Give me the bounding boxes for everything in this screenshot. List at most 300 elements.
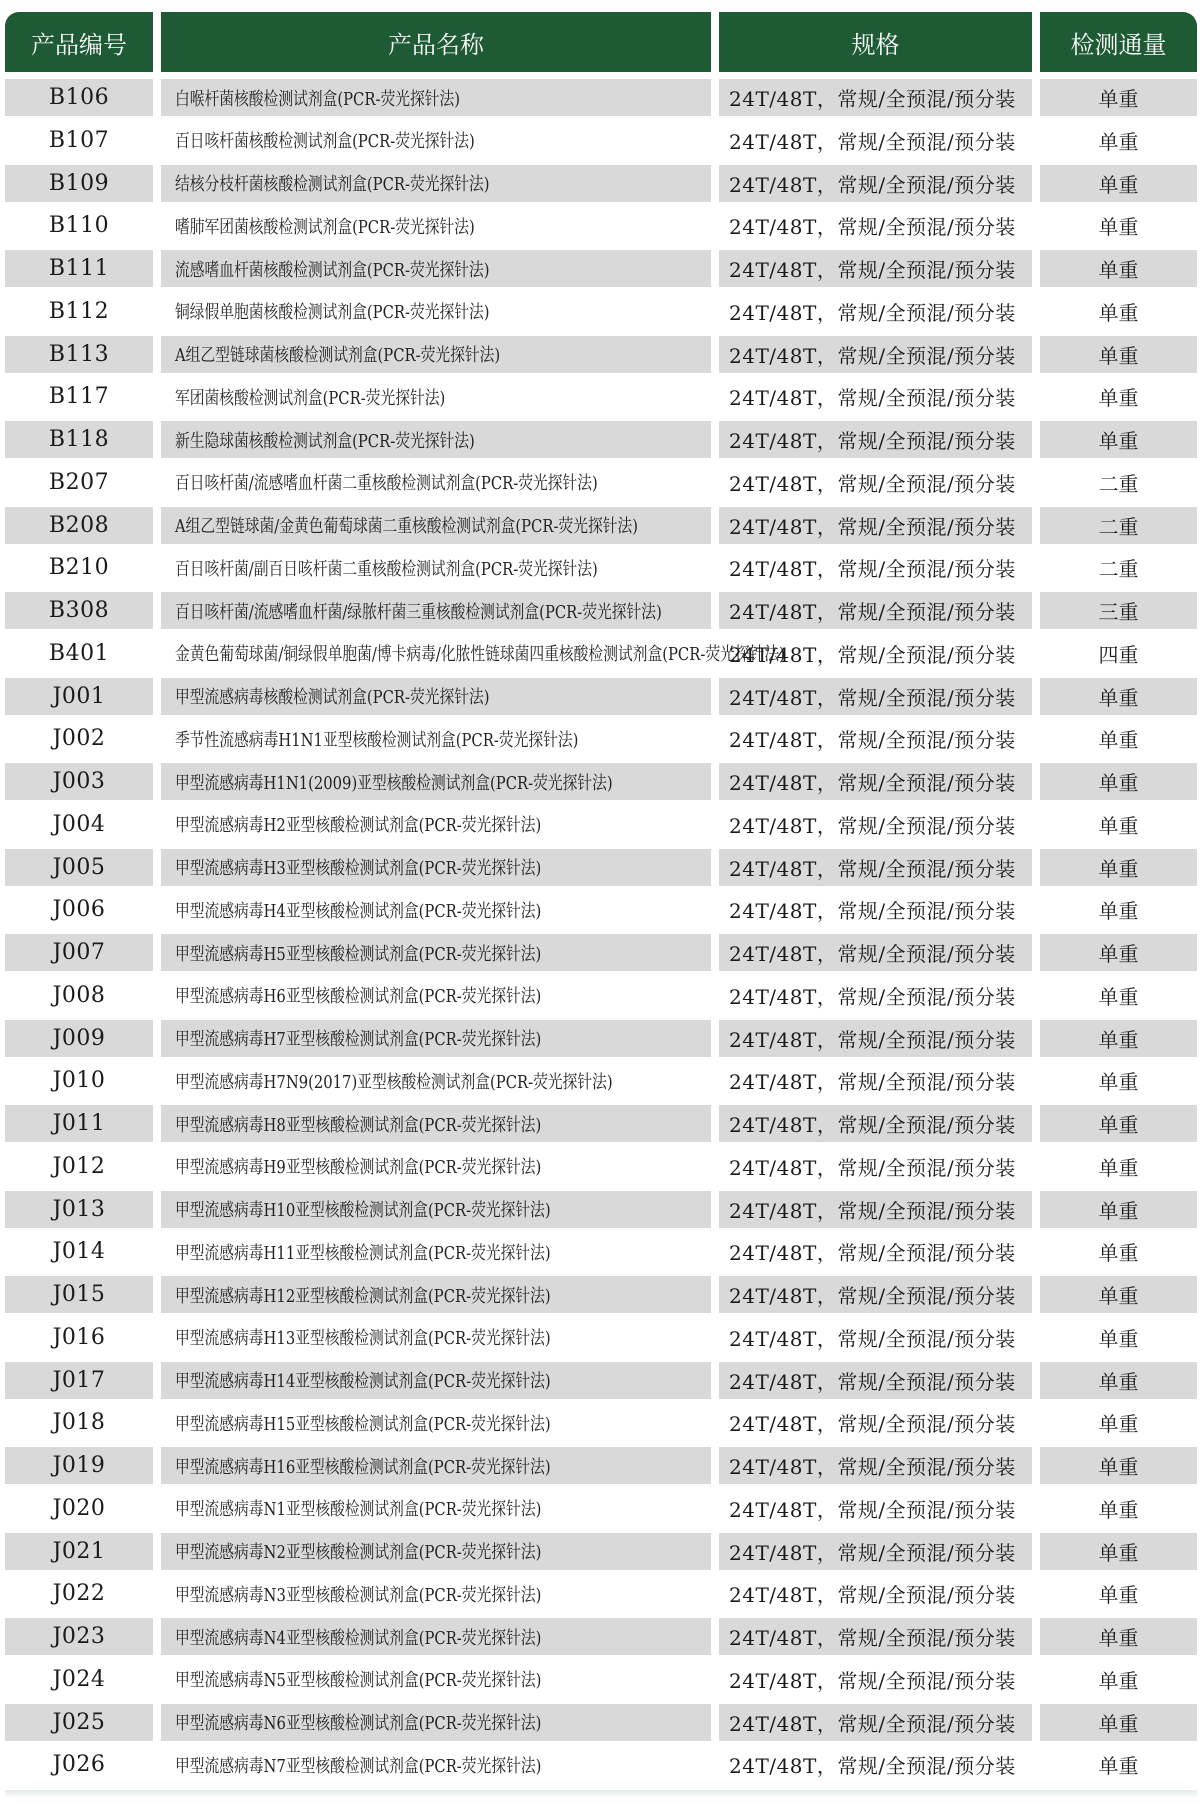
- product-code-cell-text: J006: [52, 897, 106, 923]
- table-row: [5, 1191, 1197, 1228]
- detection-channels-cell: [1040, 165, 1197, 202]
- specification-cell-text: 24T/48T，常规/全预混/预分装: [729, 1583, 1016, 1608]
- product-code-cell: [5, 207, 153, 244]
- table-row: [5, 1020, 1197, 1057]
- detection-channels-cell-text: 单重: [1098, 300, 1139, 325]
- product-name-cell: [161, 464, 711, 501]
- product-name-cell-text: 结核分枝杆菌核酸检测试剂盒(PCR-荧光探针法): [175, 174, 490, 195]
- product-name-cell: [161, 1362, 711, 1399]
- product-code-cell: [5, 720, 153, 757]
- product-code-cell: [5, 763, 153, 800]
- specification-cell: [719, 1661, 1032, 1698]
- specification-cell: [719, 1618, 1032, 1655]
- specification-cell-text: 24T/48T，常规/全预混/预分装: [729, 1113, 1016, 1137]
- specification-cell-text: 24T/48T，常规/全预混/预分装: [729, 386, 1016, 411]
- detection-channels-cell: [1040, 122, 1197, 159]
- detection-channels-cell: [1040, 549, 1197, 586]
- table-row: [5, 507, 1197, 544]
- product-code-cell: [5, 549, 153, 586]
- product-code-cell: [5, 1704, 153, 1741]
- header-specification: 规格: [719, 12, 1032, 72]
- product-code-cell: [5, 293, 153, 330]
- table-row: [5, 250, 1197, 287]
- product-name-cell-text: 军团菌核酸检测试剂盒(PCR-荧光探针法): [175, 387, 446, 409]
- detection-channels-cell-text: 单重: [1098, 685, 1139, 710]
- table-row: [5, 849, 1197, 886]
- product-name-cell: [161, 1062, 711, 1099]
- specification-cell: [719, 378, 1032, 415]
- product-code-cell-text: J012: [52, 1153, 106, 1179]
- product-name-cell: [161, 165, 711, 202]
- specification-cell-text: 24T/48T，常规/全预混/预分装: [729, 899, 1016, 924]
- specification-cell: [719, 1362, 1032, 1399]
- specification-cell-text: 24T/48T，常规/全预混/预分装: [729, 1241, 1016, 1266]
- table-row: [5, 806, 1197, 843]
- detection-channels-cell-text: 二重: [1098, 514, 1139, 539]
- detection-channels-cell-text: 单重: [1098, 813, 1139, 838]
- specification-cell-text: 24T/48T，常规/全预混/预分装: [729, 1284, 1016, 1308]
- specification-cell-text: 24T/48T，常规/全预混/预分装: [729, 728, 1016, 753]
- specification-cell-text: 24T/48T，常规/全预混/预分装: [729, 1497, 1016, 1522]
- detection-channels-cell: [1040, 1575, 1197, 1612]
- detection-channels-cell: [1040, 635, 1197, 672]
- product-name-cell-text: 甲型流感病毒N2亚型核酸检测试剂盒(PCR-荧光探针法): [175, 1542, 542, 1563]
- specification-cell: [719, 549, 1032, 586]
- table-row: [5, 1533, 1197, 1570]
- product-code-cell: [5, 1062, 153, 1099]
- product-name-cell-text: 金黄色葡萄球菌/铜绿假单胞菌/博卡病毒/化脓性链球菌四重核酸检测试剂盒(PCR-荧光探针法): [175, 644, 785, 666]
- product-code-cell: [5, 1020, 153, 1057]
- product-name-cell: [161, 421, 711, 458]
- specification-cell-text: 24T/48T，常规/全预混/预分装: [729, 1027, 1016, 1052]
- detection-channels-cell: [1040, 464, 1197, 501]
- specification-cell: [719, 592, 1032, 629]
- product-name-cell: [161, 122, 711, 159]
- product-table: [5, 12, 1197, 1792]
- detection-channels-cell: [1040, 934, 1197, 971]
- specification-cell: [719, 849, 1032, 886]
- product-code-cell-text: B111: [48, 256, 110, 281]
- product-name-cell: [161, 1404, 711, 1441]
- specification-cell-text: 24T/48T，常规/全预混/预分装: [729, 642, 1016, 667]
- product-code-cell-text: J003: [52, 769, 106, 794]
- detection-channels-cell-text: 单重: [1098, 129, 1139, 154]
- specification-cell: [719, 1148, 1032, 1185]
- product-name-cell-text: 甲型流感病毒H16亚型核酸检测试剂盒(PCR-荧光探针法): [175, 1456, 551, 1478]
- product-code-cell: [5, 1233, 153, 1270]
- table-row: [5, 1062, 1197, 1099]
- specification-cell: [719, 1062, 1032, 1099]
- product-name-cell-text: 百日咳杆菌核酸检测试剂盒(PCR-荧光探针法): [175, 131, 475, 153]
- specification-cell-text: 24T/48T，常规/全预混/预分装: [729, 1326, 1016, 1351]
- product-name-cell-text: 甲型流感病毒H11亚型核酸检测试剂盒(PCR-荧光探针法): [175, 1242, 551, 1264]
- table-row: [5, 165, 1197, 202]
- detection-channels-cell-text: 单重: [1098, 429, 1139, 453]
- product-name-cell-text: 甲型流感病毒H10亚型核酸检测试剂盒(PCR-荧光探针法): [175, 1200, 551, 1221]
- product-name-cell: [161, 293, 711, 330]
- specification-cell: [719, 1020, 1032, 1057]
- product-code-cell-text: J009: [52, 1025, 106, 1051]
- detection-channels-cell-text: 单重: [1098, 258, 1139, 282]
- detection-channels-cell-text: 单重: [1098, 343, 1139, 368]
- product-code-cell: [5, 1533, 153, 1570]
- detection-channels-cell: [1040, 1191, 1197, 1228]
- product-name-cell: [161, 592, 711, 629]
- specification-cell-text: 24T/48T，常规/全预混/预分装: [729, 1369, 1016, 1394]
- product-code-cell: [5, 934, 153, 971]
- header-product-code: 产品编号: [5, 12, 153, 72]
- detection-channels-cell-text: 单重: [1098, 1198, 1139, 1223]
- table-row: [5, 1105, 1197, 1142]
- product-code-cell: [5, 1362, 153, 1399]
- product-code-cell-text: J014: [52, 1239, 106, 1265]
- product-code-cell-text: J001: [52, 683, 106, 709]
- product-name-cell: [161, 79, 711, 116]
- product-code-cell: [5, 891, 153, 928]
- product-name-cell-text: 甲型流感病毒H2亚型核酸检测试剂盒(PCR-荧光探针法): [175, 815, 542, 837]
- table-row: [5, 1746, 1197, 1783]
- specification-cell: [719, 678, 1032, 715]
- table-row: [5, 1575, 1197, 1612]
- detection-channels-cell-text: 单重: [1098, 728, 1139, 753]
- product-name-cell-text: A组乙型链球菌/金黄色葡萄球菌二重核酸检测试剂盒(PCR-荧光探针法): [175, 516, 638, 537]
- detection-channels-cell-text: 单重: [1098, 942, 1139, 966]
- product-code-cell-text: B112: [48, 298, 110, 324]
- detection-channels-cell-text: 单重: [1098, 856, 1139, 881]
- specification-cell: [719, 79, 1032, 116]
- product-code-cell-text: B107: [48, 127, 110, 153]
- product-name-cell: [161, 1490, 711, 1527]
- product-name-cell: [161, 1661, 711, 1698]
- detection-channels-cell: [1040, 79, 1197, 116]
- detection-channels-cell: [1040, 1447, 1197, 1484]
- product-code-cell: [5, 1276, 153, 1313]
- specification-cell-text: 24T/48T，常规/全预混/预分装: [729, 771, 1016, 795]
- product-code-cell: [5, 806, 153, 843]
- product-name-cell: [161, 507, 711, 544]
- specification-cell-text: 24T/48T，常规/全预混/预分装: [729, 685, 1016, 710]
- product-name-cell: [161, 378, 711, 415]
- specification-cell: [719, 1704, 1032, 1741]
- specification-cell: [719, 891, 1032, 928]
- table-row: [5, 421, 1197, 458]
- product-name-cell-text: 白喉杆菌核酸检测试剂盒(PCR-荧光探针法): [175, 88, 461, 110]
- product-code-cell-text: J017: [52, 1367, 106, 1393]
- product-code-cell: [5, 250, 153, 287]
- detection-channels-cell: [1040, 1618, 1197, 1655]
- product-name-cell: [161, 1575, 711, 1612]
- product-code-cell: [5, 678, 153, 715]
- detection-channels-cell-text: 单重: [1098, 215, 1139, 240]
- table-row: [5, 207, 1197, 244]
- specification-cell-text: 24T/48T，常规/全预混/预分装: [729, 514, 1016, 539]
- product-code-cell-text: J022: [52, 1581, 106, 1607]
- table-row: [5, 977, 1197, 1014]
- detection-channels-cell: [1040, 1490, 1197, 1527]
- detection-channels-cell: [1040, 806, 1197, 843]
- specification-cell: [719, 806, 1032, 843]
- product-code-cell-text: B117: [48, 384, 110, 410]
- detection-channels-cell-text: 单重: [1098, 1113, 1139, 1137]
- product-code-cell-text: B207: [48, 469, 110, 495]
- table-bottom-edge: [5, 1790, 1197, 1798]
- product-name-cell-text: 甲型流感病毒H1N1(2009)亚型核酸检测试剂盒(PCR-荧光探针法): [175, 772, 613, 794]
- detection-channels-cell-text: 单重: [1098, 1540, 1139, 1565]
- product-code-cell: [5, 464, 153, 501]
- product-name-cell: [161, 549, 711, 586]
- specification-cell: [719, 1447, 1032, 1484]
- detection-channels-cell-text: 单重: [1098, 386, 1139, 411]
- detection-channels-cell: [1040, 720, 1197, 757]
- table-row: [5, 1661, 1197, 1698]
- product-name-cell: [161, 1105, 711, 1142]
- product-name-cell-text: 流感嗜血杆菌核酸检测试剂盒(PCR-荧光探针法): [175, 259, 490, 281]
- product-code-cell: [5, 635, 153, 672]
- product-code-cell-text: J004: [52, 811, 106, 837]
- specification-cell-text: 24T/48T，常规/全预混/预分装: [729, 1455, 1016, 1479]
- specification-cell: [719, 293, 1032, 330]
- detection-channels-cell-text: 单重: [1098, 1412, 1139, 1437]
- detection-channels-cell: [1040, 1746, 1197, 1783]
- product-code-cell: [5, 1746, 153, 1783]
- table-row: [5, 336, 1197, 373]
- product-name-cell: [161, 1148, 711, 1185]
- product-code-cell-text: J019: [52, 1453, 106, 1478]
- detection-channels-cell: [1040, 1105, 1197, 1142]
- table-row: [5, 1618, 1197, 1655]
- detection-channels-cell-text: 单重: [1098, 172, 1139, 197]
- specification-cell-text: 24T/48T，常规/全预混/预分装: [729, 215, 1016, 240]
- product-name-cell-text: 甲型流感病毒H9亚型核酸检测试剂盒(PCR-荧光探针法): [175, 1157, 542, 1179]
- header-product-name: 产品名称: [161, 12, 711, 72]
- product-name-cell: [161, 1319, 711, 1356]
- product-name-cell-text: 甲型流感病毒H7亚型核酸检测试剂盒(PCR-荧光探针法): [175, 1029, 542, 1050]
- specification-cell: [719, 720, 1032, 757]
- detection-channels-cell: [1040, 421, 1197, 458]
- product-name-cell: [161, 720, 711, 757]
- detection-channels-cell-text: 单重: [1098, 1668, 1139, 1693]
- product-code-cell-text: B401: [48, 640, 110, 666]
- specification-cell-text: 24T/48T，常规/全预混/预分装: [729, 1668, 1016, 1693]
- detection-channels-cell: [1040, 1233, 1197, 1270]
- product-code-cell-text: B110: [48, 213, 110, 239]
- detection-channels-cell: [1040, 1404, 1197, 1441]
- product-name-cell: [161, 849, 711, 886]
- table-row: [5, 1276, 1197, 1313]
- detection-channels-cell-text: 单重: [1098, 771, 1139, 795]
- specification-cell: [719, 507, 1032, 544]
- detection-channels-cell: [1040, 678, 1197, 715]
- product-name-cell-text: A组乙型链球菌核酸检测试剂盒(PCR-荧光探针法): [175, 345, 501, 366]
- product-code-cell-text: B308: [48, 598, 110, 623]
- product-code-cell-text: B118: [48, 427, 110, 452]
- table-row: [5, 464, 1197, 501]
- specification-cell-text: 24T/48T，常规/全预混/预分装: [729, 1754, 1016, 1779]
- detection-channels-cell: [1040, 977, 1197, 1014]
- product-name-cell: [161, 763, 711, 800]
- detection-channels-cell: [1040, 1704, 1197, 1741]
- product-code-cell: [5, 1661, 153, 1698]
- specification-cell-text: 24T/48T，常规/全预混/预分装: [729, 343, 1016, 368]
- detection-channels-cell: [1040, 1148, 1197, 1185]
- specification-cell-text: 24T/48T，常规/全预混/预分装: [729, 1412, 1016, 1437]
- product-code-cell: [5, 1447, 153, 1484]
- product-name-cell-text: 甲型流感病毒H6亚型核酸检测试剂盒(PCR-荧光探针法): [175, 986, 542, 1008]
- specification-cell-text: 24T/48T，常规/全预混/预分装: [729, 856, 1016, 881]
- product-name-cell-text: 季节性流感病毒H1N1亚型核酸检测试剂盒(PCR-荧光探针法): [175, 729, 579, 751]
- detection-channels-cell: [1040, 1062, 1197, 1099]
- detection-channels-cell: [1040, 207, 1197, 244]
- detection-channels-cell-text: 四重: [1098, 642, 1139, 667]
- table-row: [5, 720, 1197, 757]
- product-name-cell: [161, 635, 785, 672]
- product-name-cell-text: 铜绿假单胞菌核酸检测试剂盒(PCR-荧光探针法): [175, 302, 490, 324]
- specification-cell: [719, 1233, 1032, 1270]
- table-row: [5, 934, 1197, 971]
- specification-cell-text: 24T/48T，常规/全预混/预分装: [729, 1198, 1016, 1223]
- product-name-cell-text: 甲型流感病毒N1亚型核酸检测试剂盒(PCR-荧光探针法): [175, 1499, 542, 1521]
- product-code-cell: [5, 1618, 153, 1655]
- product-code-cell-text: J002: [52, 726, 106, 752]
- specification-cell-text: 24T/48T，常规/全预混/预分装: [729, 1711, 1016, 1736]
- detection-channels-cell: [1040, 592, 1197, 629]
- product-name-cell-text: 甲型流感病毒N6亚型核酸检测试剂盒(PCR-荧光探针法): [175, 1713, 542, 1734]
- table-row: [5, 79, 1197, 116]
- product-name-cell-text: 甲型流感病毒H14亚型核酸检测试剂盒(PCR-荧光探针法): [175, 1371, 551, 1392]
- table-row: [5, 891, 1197, 928]
- detection-channels-cell-text: 单重: [1098, 1455, 1139, 1479]
- specification-cell-text: 24T/48T，常规/全预混/预分装: [729, 129, 1016, 154]
- specification-cell-text: 24T/48T，常规/全预混/预分装: [729, 471, 1016, 496]
- product-code-cell: [5, 1490, 153, 1527]
- detection-channels-cell: [1040, 1276, 1197, 1313]
- product-code-cell: [5, 977, 153, 1014]
- product-name-cell-text: 百日咳杆菌/流感嗜血杆菌/绿脓杆菌三重核酸检测试剂盒(PCR-荧光探针法): [175, 601, 662, 623]
- product-name-cell-text: 甲型流感病毒H13亚型核酸检测试剂盒(PCR-荧光探针法): [175, 1328, 551, 1350]
- specification-cell: [719, 1276, 1032, 1313]
- table-row: [5, 1490, 1197, 1527]
- product-name-cell: [161, 678, 711, 715]
- product-code-cell: [5, 79, 153, 116]
- product-code-cell: [5, 122, 153, 159]
- product-name-cell: [161, 806, 711, 843]
- specification-cell: [719, 763, 1032, 800]
- detection-channels-cell-text: 单重: [1098, 1583, 1139, 1608]
- product-name-cell-text: 甲型流感病毒H7N9(2017)亚型核酸检测试剂盒(PCR-荧光探针法): [175, 1071, 613, 1093]
- detection-channels-cell-text: 三重: [1098, 600, 1139, 624]
- detection-channels-cell-text: 单重: [1098, 87, 1139, 111]
- specification-cell-text: 24T/48T，常规/全预混/预分装: [729, 172, 1016, 197]
- table-row: [5, 1319, 1197, 1356]
- product-code-cell: [5, 1319, 153, 1356]
- product-code-cell: [5, 1575, 153, 1612]
- product-code-cell-text: J025: [52, 1709, 106, 1735]
- product-code-cell: [5, 336, 153, 373]
- product-name-cell-text: 甲型流感病毒H15亚型核酸检测试剂盒(PCR-荧光探针法): [175, 1413, 551, 1435]
- table-row: [5, 1447, 1197, 1484]
- specification-cell: [719, 1404, 1032, 1441]
- detection-channels-cell: [1040, 849, 1197, 886]
- product-code-cell-text: J013: [52, 1196, 106, 1222]
- product-code-cell-text: J008: [52, 982, 106, 1008]
- detection-channels-cell-text: 单重: [1098, 1284, 1139, 1308]
- product-name-cell-text: 嗜肺军团菌核酸检测试剂盒(PCR-荧光探针法): [175, 216, 475, 238]
- product-code-cell-text: J007: [52, 940, 106, 965]
- product-name-cell: [161, 1533, 711, 1570]
- product-name-cell-text: 百日咳杆菌/副百日咳杆菌二重核酸检测试剂盒(PCR-荧光探针法): [175, 558, 598, 580]
- detection-channels-cell: [1040, 1020, 1197, 1057]
- product-name-cell: [161, 891, 711, 928]
- product-name-cell-text: 甲型流感病毒H12亚型核酸检测试剂盒(PCR-荧光探针法): [175, 1285, 551, 1307]
- table-row: [5, 1148, 1197, 1185]
- detection-channels-cell-text: 单重: [1098, 1497, 1139, 1522]
- detection-channels-cell-text: 单重: [1098, 1626, 1139, 1650]
- product-code-cell-text: B109: [48, 170, 110, 196]
- specification-cell-text: 24T/48T，常规/全预混/预分装: [729, 1155, 1016, 1180]
- detection-channels-cell-text: 二重: [1098, 557, 1139, 582]
- detection-channels-cell-text: 单重: [1098, 899, 1139, 924]
- product-code-cell: [5, 592, 153, 629]
- detection-channels-cell-text: 单重: [1098, 1369, 1139, 1394]
- detection-channels-cell-text: 单重: [1098, 1027, 1139, 1052]
- detection-channels-cell: [1040, 891, 1197, 928]
- detection-channels-cell: [1040, 293, 1197, 330]
- product-name-cell: [161, 1704, 711, 1741]
- header-detection-channels: 检测通量: [1040, 12, 1197, 72]
- specification-cell-text: 24T/48T，常规/全预混/预分装: [729, 1540, 1016, 1565]
- product-code-cell-text: J016: [52, 1324, 106, 1350]
- product-code-cell: [5, 1191, 153, 1228]
- product-code-cell: [5, 1105, 153, 1142]
- specification-cell: [719, 1105, 1032, 1142]
- specification-cell-text: 24T/48T，常规/全预混/预分装: [729, 600, 1016, 624]
- product-name-cell-text: 新生隐球菌核酸检测试剂盒(PCR-荧光探针法): [175, 430, 475, 452]
- table-row: [5, 592, 1197, 629]
- product-name-cell: [161, 336, 711, 373]
- specification-cell: [719, 421, 1032, 458]
- specification-cell: [719, 1746, 1032, 1783]
- product-name-cell-text: 甲型流感病毒H3亚型核酸检测试剂盒(PCR-荧光探针法): [175, 858, 542, 879]
- product-code-cell-text: B210: [48, 555, 110, 581]
- product-code-cell-text: J015: [52, 1282, 106, 1307]
- table-row: [5, 635, 1197, 672]
- detection-channels-cell-text: 单重: [1098, 1241, 1139, 1266]
- product-name-cell-text: 甲型流感病毒N5亚型核酸检测试剂盒(PCR-荧光探针法): [175, 1670, 542, 1692]
- product-name-cell: [161, 1447, 711, 1484]
- specification-cell-text: 24T/48T，常规/全预混/预分装: [729, 813, 1016, 838]
- table-body: [5, 79, 1197, 1783]
- product-code-cell-text: B106: [48, 85, 110, 110]
- specification-cell: [719, 464, 1032, 501]
- detection-channels-cell: [1040, 1362, 1197, 1399]
- specification-cell: [719, 977, 1032, 1014]
- product-name-cell: [161, 1276, 711, 1313]
- product-name-cell-text: 甲型流感病毒核酸检测试剂盒(PCR-荧光探针法): [175, 687, 490, 708]
- table-row: [5, 1404, 1197, 1441]
- product-code-cell-text: J011: [52, 1111, 106, 1136]
- detection-channels-cell-text: 二重: [1098, 471, 1139, 496]
- product-code-cell: [5, 378, 153, 415]
- specification-cell: [719, 1575, 1032, 1612]
- specification-cell-text: 24T/48T，常规/全预混/预分装: [729, 942, 1016, 966]
- detection-channels-cell-text: 单重: [1098, 1155, 1139, 1180]
- product-code-cell: [5, 1148, 153, 1185]
- product-code-cell-text: J026: [52, 1752, 106, 1778]
- product-name-cell: [161, 1191, 711, 1228]
- product-code-cell: [5, 421, 153, 458]
- product-name-cell-text: 百日咳杆菌/流感嗜血杆菌二重核酸检测试剂盒(PCR-荧光探针法): [175, 473, 598, 495]
- detection-channels-cell: [1040, 250, 1197, 287]
